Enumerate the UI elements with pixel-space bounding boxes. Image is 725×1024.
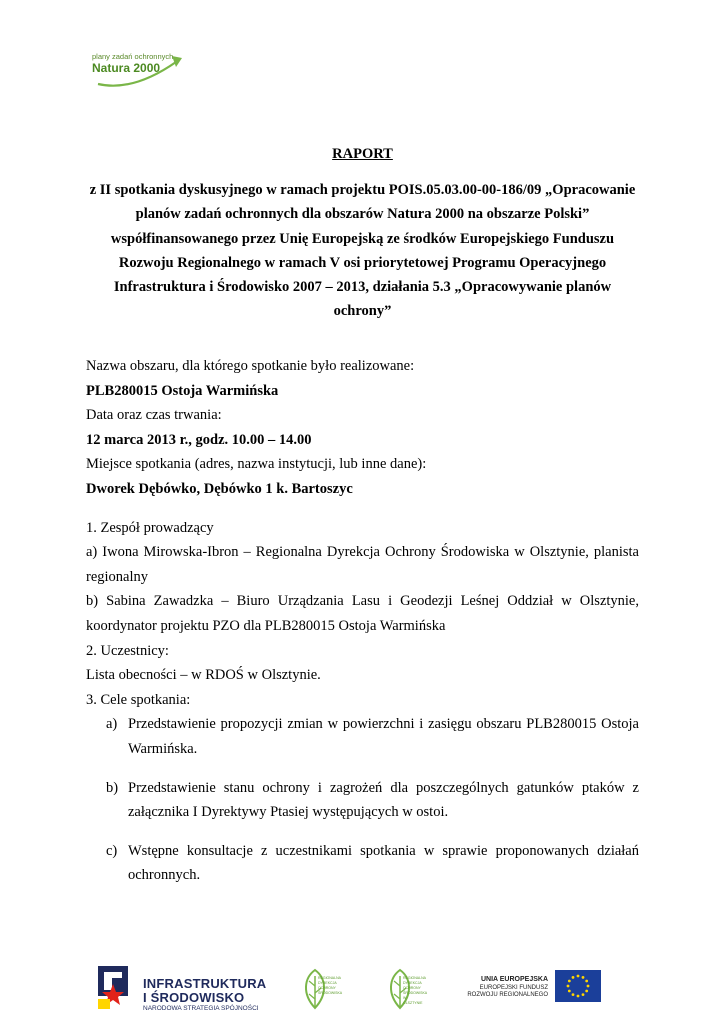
eu-star — [582, 976, 585, 979]
is-line2: I ŚRODOWISKO — [143, 990, 245, 1005]
eu-star — [585, 980, 588, 983]
infrastruktura-emblem-icon — [98, 966, 138, 1012]
place-value: Dworek Dębówko, Dębówko 1 k. Bartoszyc — [86, 480, 353, 497]
date-value: 12 marca 2013 r., godz. 10.00 – 14.00 — [86, 431, 312, 448]
eu-star — [585, 990, 588, 993]
is-line3: NARODOWA STRATEGIA SPÓJNOŚCI — [143, 1005, 259, 1012]
place-label: Miejsce spotkania (adres, nazwa instytucji, lub inne dane): — [86, 456, 427, 473]
eu-star — [587, 985, 590, 988]
eu-line2: EUROPEJSKI FUNDUSZ — [479, 985, 548, 991]
is-line1: INFRASTRUKTURA — [143, 976, 267, 991]
date-label: Data oraz czas trwania: — [86, 407, 222, 424]
footer-logos — [0, 960, 725, 1020]
goal-item — [86, 776, 639, 825]
eu-star — [577, 995, 580, 998]
goal-item-text: Przedstawienie propozycji zmian w powierzchni i zasięgu obszaru PLB280015 Ostoja Warmińska. — [128, 716, 639, 757]
goal-item — [86, 712, 639, 761]
area-value: PLB280015 Ostoja Warmińska — [86, 382, 279, 399]
participants-text: Lista obecności – w RDOŚ w Olsztynie. — [86, 667, 321, 684]
logo-big-text: Natura 2000 — [92, 61, 161, 75]
goal-item-label: b) — [106, 779, 119, 796]
report-body — [86, 354, 639, 902]
team-heading: 1. Zespół prowadzący — [86, 519, 214, 536]
goal-item-label: c) — [106, 842, 118, 859]
eu-star — [577, 975, 580, 978]
goal-item-text: Wstępne konsultacje z uczestnikami spotkania w sprawie proponowanych działań ochronnych. — [128, 842, 639, 884]
report-subtitle: z II spotkania dyskusyjnego w ramach projektu POIS.05.03.00-00-186/09 „Opracowanie planów zadań ochronnych dla obszarów Natura 2000 na obszarze Polski” współfinansowanego przez Unię Europejską ze środków Europejskiego Funduszu Rozwoju Regionalnego w ramach V osi priorytetowej Programu Operacyjnego Infrastruktura i Środowisko 2007 – 2013, działania 5.3 „Opracowywanie planów ochrony” — [89, 182, 636, 320]
eu-line1: UNIA EUROPEJSKA — [480, 976, 548, 983]
report-title: RAPORT — [332, 146, 393, 162]
logo-small-text: plany zadań ochronnych — [92, 52, 174, 61]
eu-flag-icon — [555, 970, 601, 1002]
eu-star — [567, 985, 570, 988]
area-label: Nazwa obszaru, dla którego spotkanie było realizowane: — [86, 358, 415, 374]
goal-item — [86, 839, 639, 888]
participants-heading: 2. Uczestnicy: — [86, 642, 169, 659]
goals-heading: 3. Cele spotkania: — [86, 691, 191, 708]
goal-item-label: a) — [106, 716, 118, 733]
eu-star — [572, 993, 575, 996]
natura-2000-logo — [88, 48, 188, 92]
team-member-b: b) Sabina Zawadzka – Biuro Urządzania Lasu i Geodezji Leśnej Oddział w Olsztynie, koordynator projektu PZO dla PLB280015 Ostoja Warmińska — [86, 593, 639, 634]
eu-line3: ROZWOJU REGIONALNEGO — [467, 992, 548, 998]
eu-star — [568, 990, 571, 993]
rdos-leaf-label: REGIONALNA DYREKCJA OCHRONY ŚRODOWISKA — [318, 976, 343, 995]
rdos-olsztyn-leaf-label: REGIONALNA DYREKCJA OCHRONY ŚRODOWISKA W OLSZTYNIE — [403, 976, 427, 1005]
goal-item-text: Przedstawienie stanu ochrony i zagrożeń dla poszczególnych gatunków ptaków z załącznika I Dyrektywy Ptasiej występujących w ostoi. — [128, 779, 639, 821]
team-member-a: a) Iwona Mirowska-Ibron – Regionalna Dyrekcja Ochrony Środowiska w Olsztynie, planista regionalny — [86, 544, 639, 585]
eu-star — [568, 980, 571, 983]
eu-star — [572, 976, 575, 979]
eu-star — [582, 993, 585, 996]
